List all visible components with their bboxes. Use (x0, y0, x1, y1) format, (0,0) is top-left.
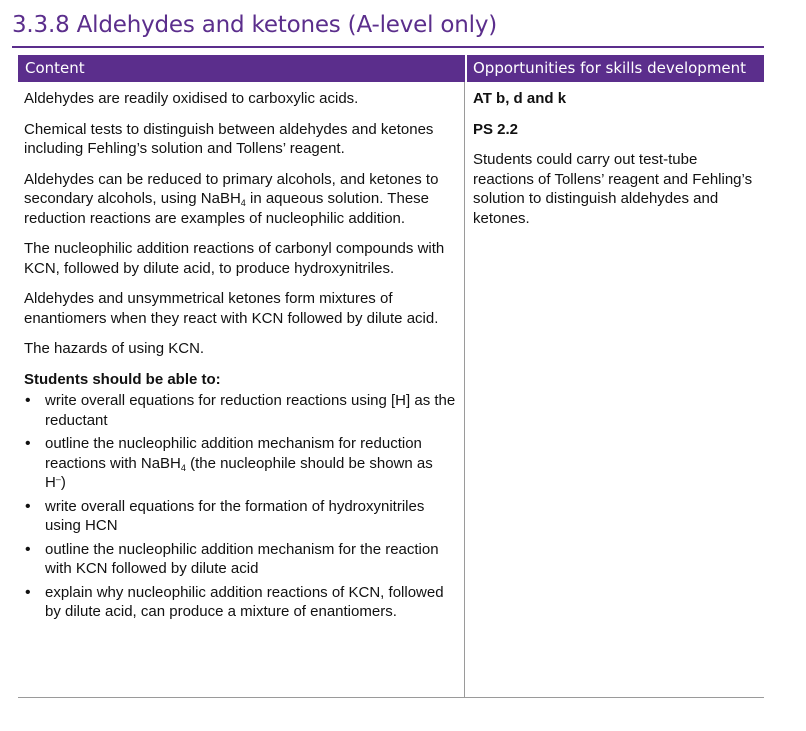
title-underline (12, 46, 764, 48)
section-title: 3.3.8 Aldehydes and ketones (A-level only) (12, 12, 498, 38)
skills-note: Students could carry out test-tube reactions of Tollens’ reagent and Fehling’s solution to distinguish aldehydes and ketones. (473, 151, 753, 227)
outcome-item (24, 434, 456, 493)
table-bottom-rule (18, 697, 764, 698)
content-paragraph-enantiomers: Aldehydes and unsymmetrical ketones form mixtures of enantiomers when they react with KCN followed by dilute acid. (24, 290, 439, 327)
outcome-item: • outline the nucleophilic addition mechanism for the reaction with KCN followed by dilute acid (24, 540, 456, 579)
outcome-superscript: – (55, 474, 61, 484)
header-divider (465, 55, 467, 82)
content-paragraph-reduction (24, 170, 456, 229)
reduction-subscript: 4 (240, 198, 246, 208)
outcome-text-middle: (the nucleophile should be shown as H (45, 454, 433, 491)
outcome-item: • explain why nucleophilic addition reactions of KCN, followed by dilute acid, can produce a mixture of enantiomers. (24, 583, 456, 622)
outcome-subscript: 4 (180, 462, 186, 473)
table-header-row (18, 55, 764, 82)
outcomes-list (24, 391, 456, 622)
column-divider (464, 82, 465, 697)
skills-ps-code: PS 2.2 (473, 120, 519, 138)
content-column-header: Content (25, 59, 85, 77)
outcome-text-end: ) (60, 474, 66, 491)
reduction-text-start: Aldehydes can be reduced to primary alcohols, and ketones to secondary alcohols, using NaBH (24, 170, 439, 207)
outcome-item: • write overall equations for reduction reactions using [H] as the reductant (24, 391, 456, 430)
content-paragraph-chemical-tests: Chemical tests to distinguish between aldehydes and ketones including Fehling’s solution and Tollens’ reagent. (24, 120, 434, 157)
outcome-text-start: outline the nucleophilic addition mechanism for reduction reactions with NaBH (45, 435, 422, 472)
content-paragraph-hazards: The hazards of using KCN. (24, 340, 205, 357)
content-paragraph-oxidation: Aldehydes are readily oxidised to carboxylic acids. (24, 90, 359, 107)
outcome-item: • write overall equations for the formation of hydroxynitriles using HCN (24, 497, 456, 536)
skills-at-codes: AT b, d and k (473, 90, 567, 107)
reduction-text-end: in aqueous solution. These reduction reactions are examples of nucleophilic addition. (24, 190, 429, 227)
content-paragraph-kcn-addition: The nucleophilic addition reactions of carbonyl compounds with KCN, followed by dilute acid, to produce hydroxynitriles. (24, 240, 445, 277)
skills-column-header: Opportunities for skills development (473, 59, 747, 77)
outcomes-heading: Students should be able to: (24, 370, 221, 388)
skills-column (473, 89, 758, 239)
content-column (24, 89, 456, 626)
